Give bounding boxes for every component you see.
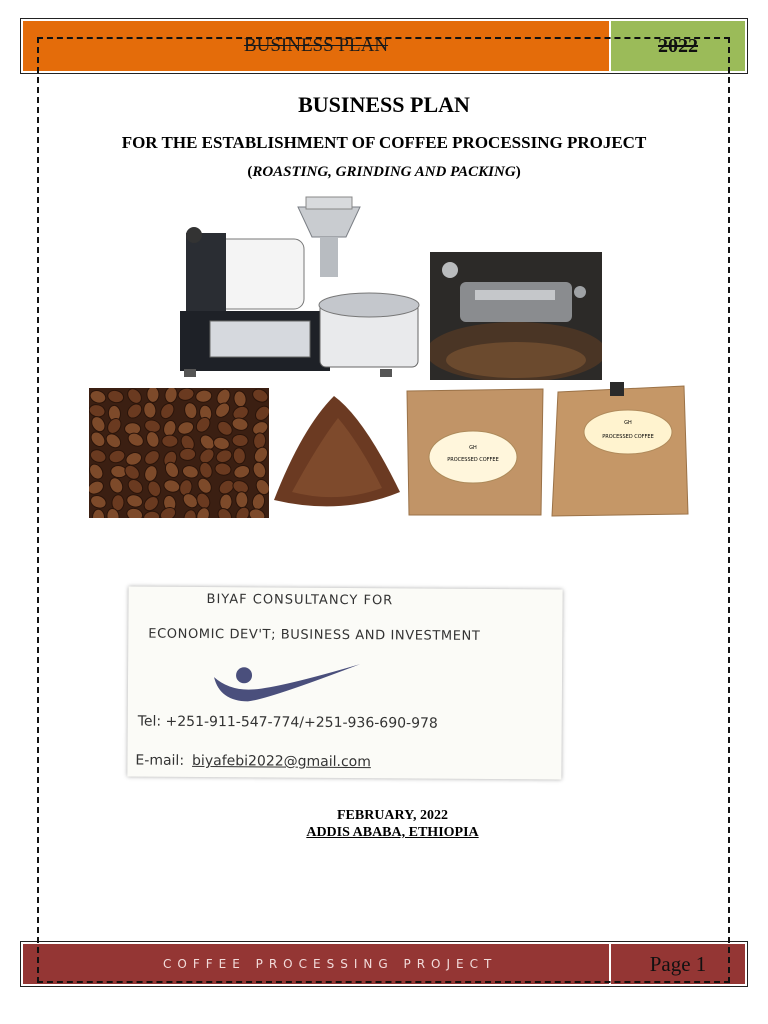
footer-project-name: COFFEE PROCESSING PROJECT bbox=[23, 944, 611, 984]
coffee-bag-image-2 bbox=[548, 380, 693, 520]
process-steps: ROASTING, GRINDING AND PACKING bbox=[252, 164, 516, 180]
header-title-cell bbox=[23, 21, 611, 71]
card-email-row bbox=[135, 753, 371, 771]
roaster-machine-image bbox=[170, 195, 430, 380]
card-telephone: Tel: +251-911-547-774/+251-936-690-978 bbox=[137, 713, 438, 732]
card-line-2: ECONOMIC DEV'T; BUSINESS AND INVESTMENT bbox=[148, 626, 481, 644]
cover-title: BUSINESS PLAN bbox=[298, 92, 470, 117]
cover-place bbox=[0, 825, 768, 841]
roasting-tray-image bbox=[430, 252, 602, 380]
header-year: 2022 bbox=[658, 34, 698, 57]
roasted-beans-image bbox=[89, 388, 269, 518]
header-year-cell bbox=[611, 21, 745, 71]
cover-subtitle-process bbox=[0, 164, 768, 181]
header-title: BUSINESS PLAN bbox=[243, 35, 389, 56]
cover-date: FEBRUARY, 2022 bbox=[336, 808, 448, 823]
coffee-bag-image-1 bbox=[405, 385, 545, 518]
page-header bbox=[20, 18, 748, 74]
card-email-link[interactable]: biyafebi2022@gmail.com bbox=[192, 752, 371, 771]
consultancy-card bbox=[127, 586, 562, 779]
cover-place-text: ADDIS ABABA, ETHIOPIA bbox=[306, 825, 479, 840]
bag2-label: PROCESSED COFFEE bbox=[602, 434, 654, 440]
page-footer bbox=[20, 941, 748, 987]
paren-open: ( bbox=[247, 164, 253, 180]
card-email-label: E-mail: bbox=[135, 752, 185, 769]
footer-page-number: Page 1 bbox=[611, 944, 745, 984]
bag1-label: PROCESSED COFFEE bbox=[447, 457, 499, 463]
consultancy-logo-icon bbox=[210, 659, 362, 706]
ground-coffee-image bbox=[272, 388, 402, 518]
card-line-1: BIYAF CONSULTANCY FOR bbox=[206, 592, 394, 609]
cover-subtitle: FOR THE ESTABLISHMENT OF COFFEE PROCESSING PROJECT bbox=[121, 133, 647, 152]
bag2-brand: GH bbox=[624, 420, 632, 426]
paren-close: ) bbox=[515, 164, 521, 180]
bag1-brand: GH bbox=[469, 445, 477, 451]
